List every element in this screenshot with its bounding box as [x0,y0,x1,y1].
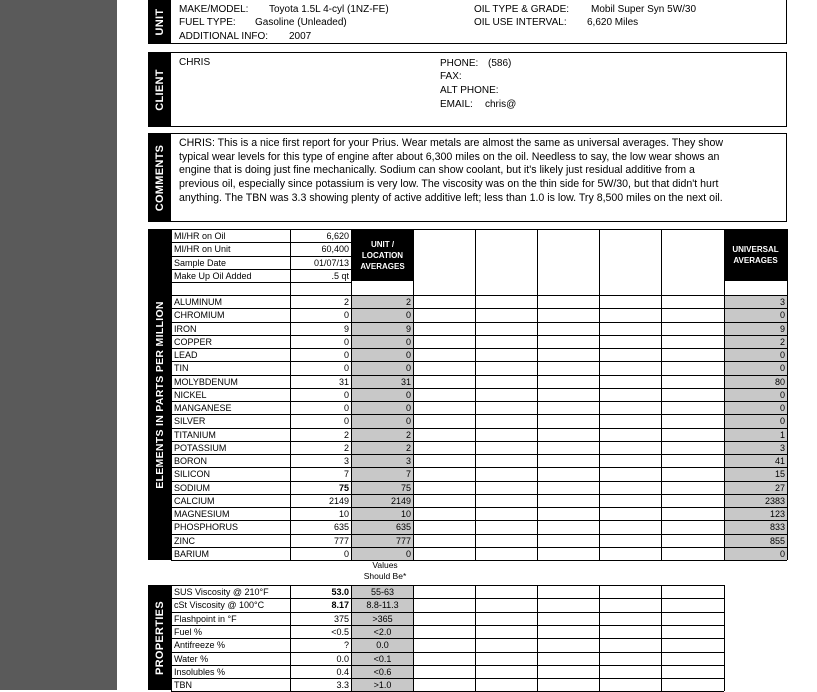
element-universal-average: 41 [774,456,785,466]
unit-location-averages-header: UNIT / LOCATION AVERAGES [352,229,413,281]
property-value: ? [343,640,349,651]
element-unit-average: 31 [400,376,411,387]
email-value: chris@ [485,99,517,110]
property-value: 8.17 [331,600,349,611]
grid-line [148,229,787,230]
element-sample-value: 0 [343,336,349,347]
unit-section-label: UNIT [149,0,171,43]
element-unit-average: 75 [400,482,411,493]
element-unit-average: 0 [405,336,411,347]
element-universal-average: 855 [769,535,785,546]
element-sample-value: 0 [343,548,349,559]
element-universal-average: 0 [779,310,785,321]
property-should-be: >1.0 [373,680,392,691]
element-sample-value: 635 [333,522,349,533]
element-name: SILICON [174,469,211,480]
properties-section-label: PROPERTIES [148,585,171,690]
grid-line [413,229,414,560]
element-unit-average: 3 [405,456,411,466]
phone-label: PHONE: [440,58,479,69]
element-unit-average: 2149 [390,495,411,506]
info-row-value: .5 qt [331,270,349,281]
element-universal-average: 80 [774,376,785,387]
grid-line [171,229,172,560]
property-should-be: <0.1 [373,653,392,664]
grid-line [599,229,600,560]
element-sample-value: 0 [343,350,349,360]
grid-line [351,585,352,691]
grid-line [537,229,538,560]
element-name: MOLYBDENUM [174,376,238,387]
element-name: TITANIUM [174,429,216,440]
property-name: Water % [174,653,209,664]
property-value: 0.4 [336,666,349,677]
element-unit-average: 2 [405,442,411,453]
grid-line [171,560,787,561]
element-sample-value: 0 [343,389,349,400]
element-universal-average: 9 [779,323,785,334]
grid-line [148,585,724,586]
element-name: BORON [174,456,208,466]
info-row-label: MI/HR on Oil [174,231,226,241]
grid-line [661,229,662,560]
element-sample-value: 31 [338,376,349,387]
element-universal-average: 0 [779,548,785,559]
property-value: 375 [333,613,349,624]
element-unit-average: 0 [405,389,411,400]
property-should-be: <2.0 [373,626,392,637]
grid-line [351,229,352,560]
element-name: ZINC [174,535,195,546]
element-unit-average: 777 [395,535,411,546]
element-sample-value: 2 [343,297,349,307]
element-name: CHROMIUM [174,310,225,321]
property-value: 53.0 [331,587,349,597]
element-universal-average: 833 [769,522,785,533]
element-sample-value: 7 [343,469,349,480]
left-margin-bar [0,0,117,690]
element-sample-value: 0 [343,416,349,427]
element-universal-average: 0 [779,389,785,400]
make-model-label: MAKE/MODEL: [179,4,249,15]
element-name: NICKEL [174,389,207,400]
grid-line [171,282,351,283]
property-should-be: <0.6 [373,666,392,677]
element-unit-average: 9 [405,323,411,334]
elements-section-label: ELEMENTS IN PARTS PER MILLION [148,229,171,560]
element-unit-average: 7 [405,469,411,480]
element-name: PHOSPHORUS [174,522,239,533]
element-unit-average: 0 [405,416,411,427]
element-sample-value: 0 [343,403,349,413]
universal-averages-header: UNIVERSAL AVERAGES [724,229,787,281]
alt-phone-label: ALT PHONE: [440,85,499,96]
oil-type-value: Mobil Super Syn 5W/30 [591,4,697,15]
element-universal-average: 3 [779,297,785,307]
grid-line [413,585,414,691]
element-name: MAGNESIUM [174,509,230,519]
element-unit-average: 2 [405,429,411,440]
element-universal-average: 15 [774,469,785,480]
element-name: CALCIUM [174,495,215,506]
grid-line [171,585,172,691]
oil-use-label: OIL USE INTERVAL: [474,17,567,28]
property-name: Insolubles % [174,666,226,677]
element-sample-value: 10 [338,509,349,519]
element-name: IRON [174,323,197,334]
element-name: MANGANESE [174,403,232,413]
property-name: Antifreeze % [174,640,226,651]
element-name: TIN [174,363,189,374]
property-value: 0.0 [336,653,349,664]
comments-text: CHRIS: This is a nice first report for your Prius. Wear metals are almost the same as universal averages. They show typical wear levels for this type of engine after about 6,300 miles on the oil. Needless to say, the low wear shows an engine that is doing just fine mechanically. Sodium can show coolant, but it's likely just residual additive from a previous oil, especially since potassium is very low. The viscosity was on the thin side for 5W/30, but that didn't hurt anything. The TBN was 3.3 showing plenty of active additive left; less than 1.0 is low. Try 8,500 miles on the next oil. [179,137,724,204]
element-name: BARIUM [174,548,210,559]
element-sample-value: 75 [338,482,349,493]
property-should-be: 55-63 [370,587,395,597]
grid-line [290,229,291,560]
element-name: POTASSIUM [174,442,227,453]
grid-line [724,229,725,560]
grid-line [724,585,725,691]
element-unit-average: 10 [400,509,411,519]
fuel-type-value: Gasoline (Unleaded) [255,17,347,28]
element-sample-value: 0 [343,363,349,374]
fuel-type-label: FUEL TYPE: [179,17,236,28]
element-universal-average: 1 [779,429,785,440]
element-unit-average: 0 [405,310,411,321]
grid-line [787,229,788,560]
element-unit-average: 0 [405,548,411,559]
client-section-label: CLIENT [149,53,171,126]
element-name: COPPER [174,336,213,347]
values-should-be-header: Values Should Be* [363,560,407,581]
element-universal-average: 27 [774,482,785,493]
element-sample-value: 9 [343,323,349,334]
element-unit-average: 2 [405,297,411,307]
grid-line [475,229,476,560]
oil-use-value: 6,620 Miles [587,17,639,28]
element-universal-average: 0 [779,350,785,360]
element-universal-average: 123 [769,509,785,519]
element-name: SODIUM [174,482,210,493]
fax-label: FAX: [440,71,462,82]
element-name: LEAD [174,350,198,360]
property-value: 3.3 [336,680,349,691]
property-name: SUS Viscosity @ 210°F [174,587,269,597]
element-sample-value: 2 [343,442,349,453]
element-universal-average: 3 [779,442,785,453]
email-label: EMAIL: [440,99,473,110]
additional-info-value: 2007 [289,31,312,42]
additional-info-label: ADDITIONAL INFO: [179,31,269,42]
client-name: CHRIS [179,57,211,68]
element-sample-value: 2149 [328,495,349,506]
phone-value: (586) [488,58,512,69]
property-name: cSt Viscosity @ 100°C [174,600,265,611]
element-universal-average: 0 [779,416,785,427]
grid-line [599,585,600,691]
element-universal-average: 2 [779,336,785,347]
oil-type-label: OIL TYPE & GRADE: [474,4,570,15]
element-name: SILVER [174,416,206,427]
element-sample-value: 3 [343,456,349,466]
grid-line [475,585,476,691]
info-row-label: Sample Date [174,257,227,268]
comments-section-label: COMMENTS [149,134,171,221]
property-name: Flashpoint in °F [174,613,237,624]
element-unit-average: 0 [405,403,411,413]
element-sample-value: 0 [343,310,349,321]
property-should-be: 0.0 [376,640,389,651]
element-sample-value: 2 [343,429,349,440]
grid-line [290,585,291,691]
element-universal-average: 0 [779,403,785,413]
element-universal-average: 0 [779,363,785,374]
element-unit-average: 0 [405,363,411,374]
info-row-value: 60,400 [321,244,349,255]
property-value: <0.5 [331,626,349,637]
info-row-label: Make Up Oil Added [174,270,252,281]
info-row-label: MI/HR on Unit [174,244,231,255]
element-unit-average: 0 [405,350,411,360]
element-name: ALUMINUM [174,297,223,307]
info-row-value: 01/07/13 [313,257,349,268]
property-name: Fuel % [174,626,203,637]
element-universal-average: 2383 [764,495,785,506]
element-sample-value: 777 [333,535,349,546]
info-row-value: 6,620 [326,231,349,241]
element-unit-average: 635 [395,522,411,533]
property-name: TBN [174,680,192,691]
grid-line [537,585,538,691]
make-model-value: Toyota 1.5L 4-cyl (1NZ-FE) [269,4,389,15]
grid-line [661,585,662,691]
property-should-be: 8.8-11.3 [366,600,399,611]
property-should-be: >365 [372,613,393,624]
